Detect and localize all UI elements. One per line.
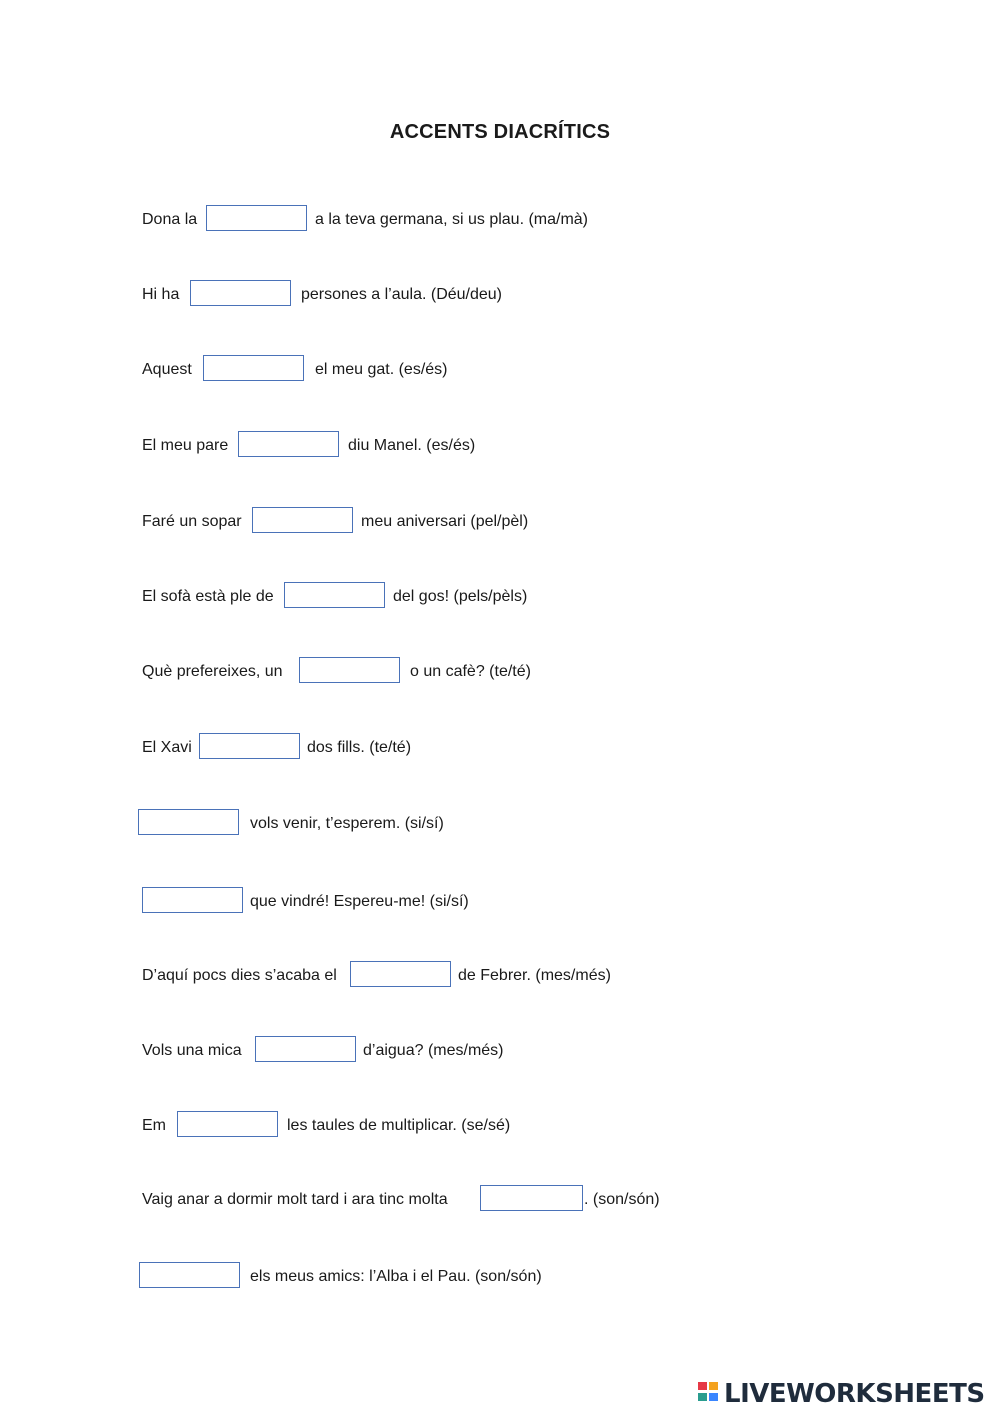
- answer-input-1[interactable]: [206, 205, 307, 231]
- sentence-end: del gos! (pels/pèls): [393, 588, 528, 605]
- sentence-end: d’aigua? (mes/més): [363, 1042, 504, 1059]
- answer-input-5[interactable]: [252, 507, 353, 533]
- answer-input-6[interactable]: [284, 582, 385, 608]
- answer-input-14[interactable]: [480, 1185, 583, 1211]
- sentence-start: Faré un sopar: [142, 513, 242, 530]
- sentence-start: Em: [142, 1117, 166, 1134]
- answer-input-12[interactable]: [255, 1036, 356, 1062]
- sentence-end: diu Manel. (es/és): [348, 437, 476, 454]
- answer-input-7[interactable]: [299, 657, 400, 683]
- sentence-start: Aquest: [142, 361, 192, 378]
- page-title: ACCENTS DIACRÍTICS: [389, 121, 611, 143]
- sentence-start: El Xavi: [142, 739, 192, 756]
- answer-input-4[interactable]: [238, 431, 339, 457]
- answer-input-10[interactable]: [142, 887, 243, 913]
- answer-input-3[interactable]: [203, 355, 304, 381]
- sentence-end: de Febrer. (mes/més): [458, 967, 611, 984]
- sentence-end: les taules de multiplicar. (se/sé): [287, 1117, 511, 1134]
- sentence-end: meu aniversari (pel/pèl): [361, 513, 529, 530]
- answer-input-9[interactable]: [138, 809, 239, 835]
- sentence-start: Hi ha: [142, 286, 180, 303]
- answer-input-8[interactable]: [199, 733, 300, 759]
- brand-name: LIVEWORKSHEETS: [724, 1379, 985, 1409]
- sentence-start: D’aquí pocs dies s’acaba el: [142, 967, 337, 984]
- sentence-end: que vindré! Espereu-me! (si/sí): [250, 893, 469, 910]
- sentence-start: Dona la: [142, 211, 198, 228]
- sentence-end: . (son/són): [584, 1191, 660, 1208]
- answer-input-13[interactable]: [177, 1111, 278, 1137]
- sentence-end: els meus amics: l’Alba i el Pau. (son/són): [250, 1268, 542, 1285]
- answer-input-2[interactable]: [190, 280, 291, 306]
- sentence-start: El meu pare: [142, 437, 229, 454]
- sentence-start: Què prefereixes, un: [142, 663, 283, 680]
- sentence-end: a la teva germana, si us plau. (ma/mà): [315, 211, 589, 228]
- sentence-end: vols venir, t’esperem. (si/sí): [250, 815, 444, 832]
- sentence-end: el meu gat. (es/és): [315, 361, 448, 378]
- sentence-start: Vaig anar a dormir molt tard i ara tinc molta: [142, 1191, 448, 1208]
- liveworksheets-logo-icon: [698, 1380, 720, 1408]
- sentence-end: dos fills. (te/té): [307, 739, 412, 756]
- answer-input-15[interactable]: [139, 1262, 240, 1288]
- sentence-end: o un cafè? (te/té): [410, 663, 531, 680]
- sentence-start: El sofà està ple de: [142, 588, 274, 605]
- sentence-end: persones a l’aula. (Déu/deu): [301, 286, 503, 303]
- liveworksheets-logo: [698, 1378, 985, 1410]
- sentence-start: Vols una mica: [142, 1042, 242, 1059]
- answer-input-11[interactable]: [350, 961, 451, 987]
